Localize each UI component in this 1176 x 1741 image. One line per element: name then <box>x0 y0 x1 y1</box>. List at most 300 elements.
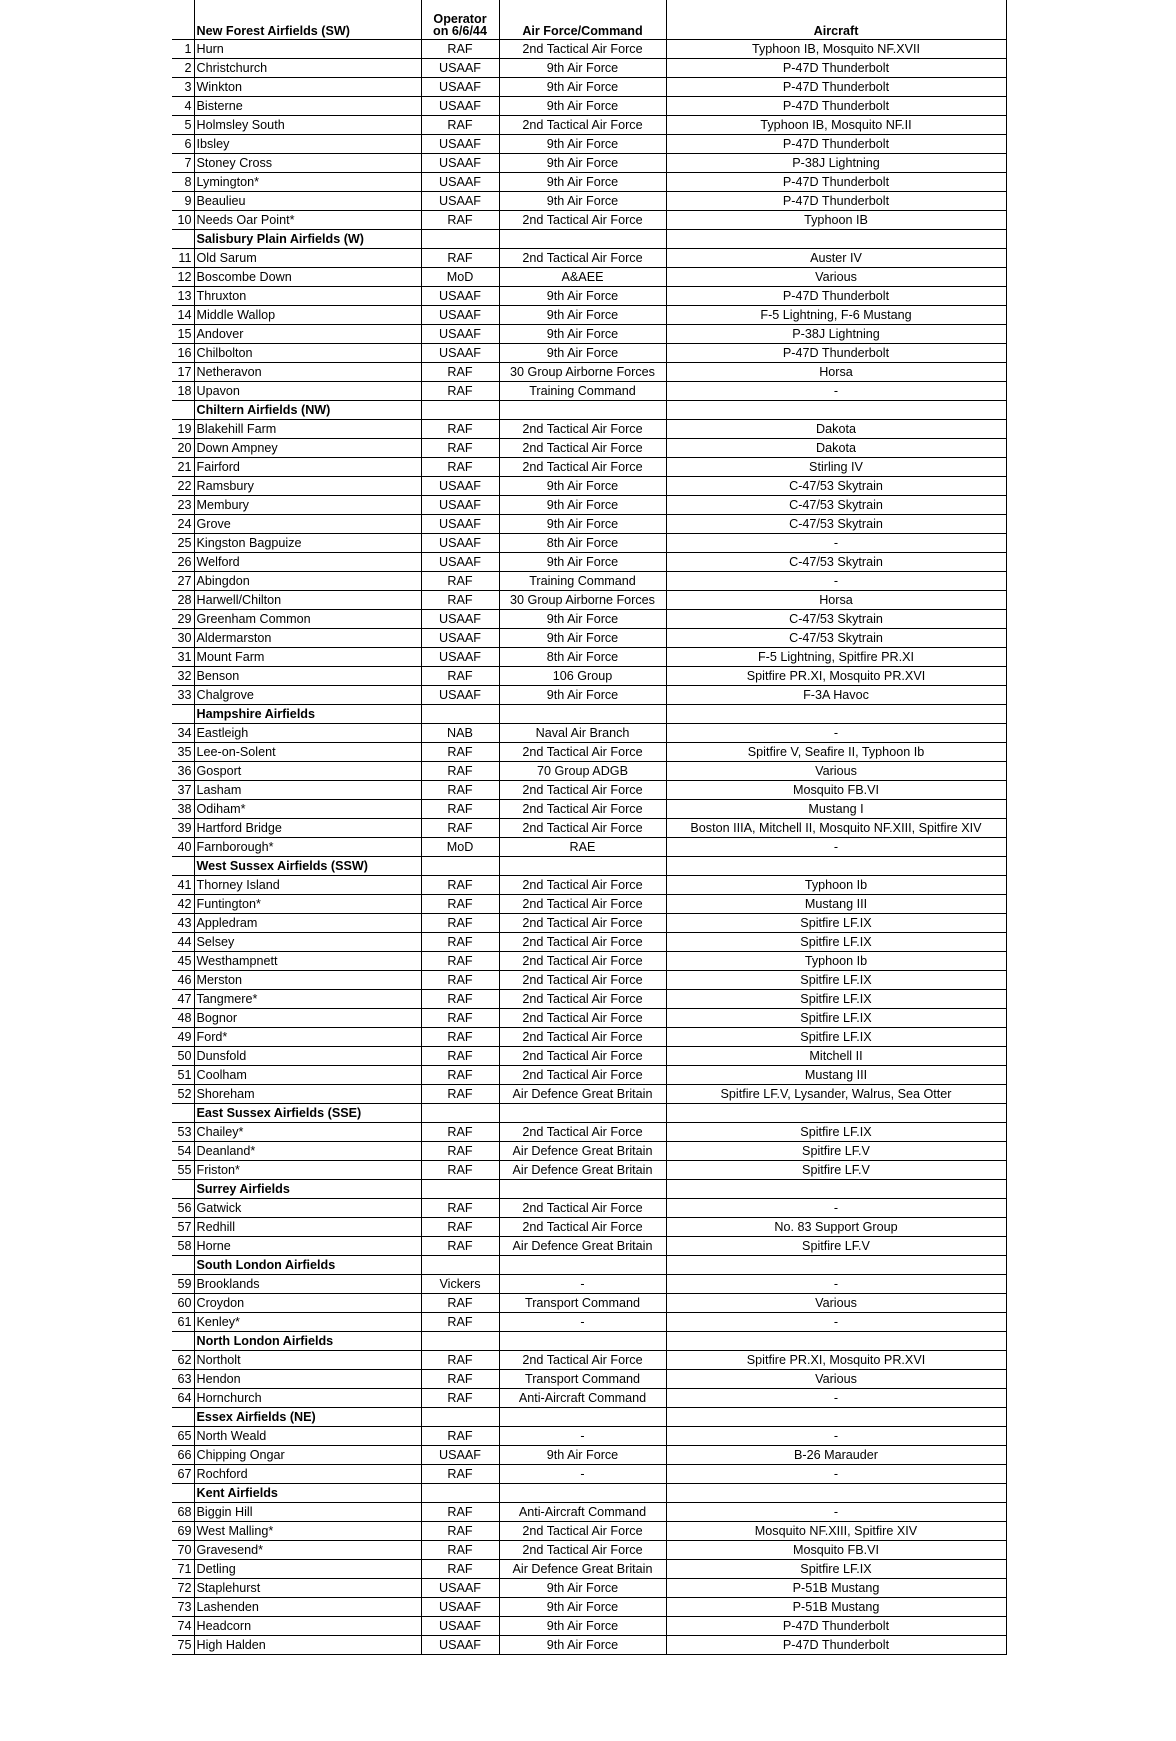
command-cell: 2nd Tactical Air Force <box>499 1123 666 1142</box>
aircraft-cell: Dakota <box>666 420 1006 439</box>
command-cell: - <box>499 1275 666 1294</box>
table-row <box>172 1142 1006 1161</box>
command-cell <box>499 230 666 249</box>
command-cell: 9th Air Force <box>499 1636 666 1655</box>
row-number: 44 <box>172 933 194 952</box>
table-row <box>172 515 1006 534</box>
airfield-name: Fairford <box>194 458 421 477</box>
airfield-name: Ford* <box>194 1028 421 1047</box>
command-cell: 2nd Tactical Air Force <box>499 40 666 59</box>
aircraft-cell: - <box>666 724 1006 743</box>
operator-cell: USAAF <box>421 287 499 306</box>
command-cell: 70 Group ADGB <box>499 762 666 781</box>
table-row <box>172 1218 1006 1237</box>
airfield-name: North Weald <box>194 1427 421 1446</box>
table-row <box>172 192 1006 211</box>
command-cell: Transport Command <box>499 1294 666 1313</box>
command-cell <box>499 705 666 724</box>
command-cell: 9th Air Force <box>499 97 666 116</box>
command-cell: 2nd Tactical Air Force <box>499 819 666 838</box>
aircraft-cell: Mustang I <box>666 800 1006 819</box>
operator-cell: RAF <box>421 249 499 268</box>
airfield-name: Funtington* <box>194 895 421 914</box>
airfield-name: Eastleigh <box>194 724 421 743</box>
table-row <box>172 268 1006 287</box>
aircraft-cell: C-47/53 Skytrain <box>666 477 1006 496</box>
row-number: 3 <box>172 78 194 97</box>
operator-cell: RAF <box>421 116 499 135</box>
table-row <box>172 211 1006 230</box>
operator-cell <box>421 230 499 249</box>
table-row <box>172 914 1006 933</box>
table-row <box>172 819 1006 838</box>
operator-cell: RAF <box>421 1028 499 1047</box>
airfield-name: Gatwick <box>194 1199 421 1218</box>
group-heading: Surrey Airfields <box>194 1180 421 1199</box>
table-row <box>172 572 1006 591</box>
table-row <box>172 1427 1006 1446</box>
table-row <box>172 781 1006 800</box>
operator-cell: RAF <box>421 819 499 838</box>
aircraft-cell: P-47D Thunderbolt <box>666 78 1006 97</box>
table-row <box>172 40 1006 59</box>
group-heading-row <box>172 401 1006 420</box>
aircraft-cell: - <box>666 1313 1006 1332</box>
airfield-name: Staplehurst <box>194 1579 421 1598</box>
table-row <box>172 97 1006 116</box>
group-heading: West Sussex Airfields (SSW) <box>194 857 421 876</box>
row-number <box>172 1104 194 1123</box>
table-row <box>172 667 1006 686</box>
row-number: 32 <box>172 667 194 686</box>
aircraft-cell <box>666 1256 1006 1275</box>
aircraft-cell: Spitfire LF.V <box>666 1142 1006 1161</box>
airfield-name: Hurn <box>194 40 421 59</box>
row-number <box>172 1484 194 1503</box>
group-heading-row <box>172 1104 1006 1123</box>
row-number: 40 <box>172 838 194 857</box>
aircraft-cell: Spitfire PR.XI, Mosquito PR.XVI <box>666 1351 1006 1370</box>
row-number: 29 <box>172 610 194 629</box>
row-number <box>172 230 194 249</box>
airfield-name: Selsey <box>194 933 421 952</box>
aircraft-cell <box>666 1408 1006 1427</box>
table-row <box>172 477 1006 496</box>
table-row <box>172 1275 1006 1294</box>
command-cell: - <box>499 1465 666 1484</box>
command-cell: 2nd Tactical Air Force <box>499 971 666 990</box>
row-number: 50 <box>172 1047 194 1066</box>
command-cell <box>499 1104 666 1123</box>
aircraft-cell: P-47D Thunderbolt <box>666 287 1006 306</box>
operator-cell: RAF <box>421 1313 499 1332</box>
aircraft-cell <box>666 705 1006 724</box>
group-heading-row <box>172 1484 1006 1503</box>
airfield-name: Lasham <box>194 781 421 800</box>
row-number: 14 <box>172 306 194 325</box>
airfield-name: Kenley* <box>194 1313 421 1332</box>
table-row <box>172 59 1006 78</box>
table-row <box>172 1294 1006 1313</box>
operator-cell: RAF <box>421 1047 499 1066</box>
group-heading: South London Airfields <box>194 1256 421 1275</box>
airfield-name: Welford <box>194 553 421 572</box>
table-row <box>172 135 1006 154</box>
airfield-name: Netheravon <box>194 363 421 382</box>
airfield-name: Hornchurch <box>194 1389 421 1408</box>
operator-cell: RAF <box>421 1541 499 1560</box>
command-cell: 2nd Tactical Air Force <box>499 420 666 439</box>
operator-cell: RAF <box>421 667 499 686</box>
aircraft-cell: Spitfire LF.V, Lysander, Walrus, Sea Otter <box>666 1085 1006 1104</box>
table-row <box>172 933 1006 952</box>
command-cell <box>499 1332 666 1351</box>
command-cell: 2nd Tactical Air Force <box>499 1351 666 1370</box>
operator-cell: RAF <box>421 458 499 477</box>
command-cell: 9th Air Force <box>499 1598 666 1617</box>
table-row <box>172 648 1006 667</box>
row-number: 72 <box>172 1579 194 1598</box>
aircraft-cell <box>666 857 1006 876</box>
command-cell: Air Defence Great Britain <box>499 1237 666 1256</box>
row-number: 15 <box>172 325 194 344</box>
table-row <box>172 629 1006 648</box>
aircraft-cell: - <box>666 1275 1006 1294</box>
airfield-name: Chalgrove <box>194 686 421 705</box>
command-cell: 9th Air Force <box>499 496 666 515</box>
operator-cell: RAF <box>421 781 499 800</box>
operator-cell: RAF <box>421 1009 499 1028</box>
airfield-name: Detling <box>194 1560 421 1579</box>
aircraft-cell: Spitfire LF.IX <box>666 971 1006 990</box>
airfield-name: High Halden <box>194 1636 421 1655</box>
airfield-name: Lee-on-Solent <box>194 743 421 762</box>
aircraft-cell <box>666 1484 1006 1503</box>
command-cell: 9th Air Force <box>499 192 666 211</box>
row-number: 41 <box>172 876 194 895</box>
airfield-name: Brooklands <box>194 1275 421 1294</box>
aircraft-cell: P-51B Mustang <box>666 1598 1006 1617</box>
command-cell <box>499 1180 666 1199</box>
header-operator-line2: on 6/6/44 <box>433 24 487 39</box>
command-cell: 9th Air Force <box>499 59 666 78</box>
command-cell: Air Defence Great Britain <box>499 1560 666 1579</box>
table-row <box>172 743 1006 762</box>
table-row <box>172 1370 1006 1389</box>
row-number: 37 <box>172 781 194 800</box>
row-number: 63 <box>172 1370 194 1389</box>
operator-cell: USAAF <box>421 97 499 116</box>
table-row <box>172 1161 1006 1180</box>
command-cell: 9th Air Force <box>499 344 666 363</box>
aircraft-cell: C-47/53 Skytrain <box>666 515 1006 534</box>
airfield-name: Greenham Common <box>194 610 421 629</box>
group-heading: North London Airfields <box>194 1332 421 1351</box>
airfield-name: Thorney Island <box>194 876 421 895</box>
operator-cell: RAF <box>421 743 499 762</box>
operator-cell: RAF <box>421 1142 499 1161</box>
operator-cell <box>421 401 499 420</box>
command-cell: 2nd Tactical Air Force <box>499 458 666 477</box>
command-cell: 2nd Tactical Air Force <box>499 895 666 914</box>
table-row <box>172 78 1006 97</box>
operator-cell: RAF <box>421 591 499 610</box>
command-cell: Training Command <box>499 572 666 591</box>
operator-cell <box>421 1332 499 1351</box>
group-heading: Essex Airfields (NE) <box>194 1408 421 1427</box>
aircraft-cell: Typhoon IB, Mosquito NF.XVII <box>666 40 1006 59</box>
airfield-name: Aldermarston <box>194 629 421 648</box>
command-cell: 2nd Tactical Air Force <box>499 952 666 971</box>
operator-cell: RAF <box>421 420 499 439</box>
airfield-name: Odiham* <box>194 800 421 819</box>
operator-cell: USAAF <box>421 1598 499 1617</box>
aircraft-cell: Typhoon Ib <box>666 876 1006 895</box>
operator-cell: USAAF <box>421 154 499 173</box>
operator-cell: RAF <box>421 439 499 458</box>
airfield-name: Blakehill Farm <box>194 420 421 439</box>
aircraft-cell: C-47/53 Skytrain <box>666 629 1006 648</box>
airfield-name: Grove <box>194 515 421 534</box>
command-cell: - <box>499 1427 666 1446</box>
table-row <box>172 306 1006 325</box>
row-number: 35 <box>172 743 194 762</box>
airfield-name: Christchurch <box>194 59 421 78</box>
row-number: 24 <box>172 515 194 534</box>
aircraft-cell: Mustang III <box>666 895 1006 914</box>
airfield-name: Benson <box>194 667 421 686</box>
aircraft-cell: - <box>666 1199 1006 1218</box>
row-number: 73 <box>172 1598 194 1617</box>
airfield-name: Westhampnett <box>194 952 421 971</box>
row-number: 11 <box>172 249 194 268</box>
table-row <box>172 952 1006 971</box>
command-cell: 9th Air Force <box>499 78 666 97</box>
row-number: 59 <box>172 1275 194 1294</box>
airfield-name: Stoney Cross <box>194 154 421 173</box>
table-row <box>172 1503 1006 1522</box>
table-row <box>172 1123 1006 1142</box>
airfield-name: Mount Farm <box>194 648 421 667</box>
command-cell: 2nd Tactical Air Force <box>499 743 666 762</box>
command-cell <box>499 1484 666 1503</box>
aircraft-cell: C-47/53 Skytrain <box>666 610 1006 629</box>
aircraft-cell: Spitfire LF.IX <box>666 933 1006 952</box>
aircraft-cell <box>666 1180 1006 1199</box>
row-number: 46 <box>172 971 194 990</box>
table-row <box>172 173 1006 192</box>
command-cell: 2nd Tactical Air Force <box>499 876 666 895</box>
row-number: 4 <box>172 97 194 116</box>
aircraft-cell: F-5 Lightning, F-6 Mustang <box>666 306 1006 325</box>
table-row <box>172 249 1006 268</box>
row-number: 12 <box>172 268 194 287</box>
aircraft-cell: Typhoon IB <box>666 211 1006 230</box>
group-heading: Kent Airfields <box>194 1484 421 1503</box>
table-row <box>172 420 1006 439</box>
row-number: 51 <box>172 1066 194 1085</box>
row-number: 66 <box>172 1446 194 1465</box>
airfield-name: Lashenden <box>194 1598 421 1617</box>
row-number: 23 <box>172 496 194 515</box>
row-number: 54 <box>172 1142 194 1161</box>
operator-cell: USAAF <box>421 534 499 553</box>
command-cell: 2nd Tactical Air Force <box>499 1028 666 1047</box>
table-row <box>172 686 1006 705</box>
aircraft-cell: Typhoon Ib <box>666 952 1006 971</box>
airfield-name: Hendon <box>194 1370 421 1389</box>
table-row <box>172 895 1006 914</box>
command-cell: 30 Group Airborne Forces <box>499 363 666 382</box>
command-cell: 9th Air Force <box>499 686 666 705</box>
airfield-name: Dunsfold <box>194 1047 421 1066</box>
airfield-name: Membury <box>194 496 421 515</box>
operator-cell: USAAF <box>421 59 499 78</box>
operator-cell: RAF <box>421 363 499 382</box>
row-number: 27 <box>172 572 194 591</box>
operator-cell: USAAF <box>421 135 499 154</box>
aircraft-cell: Mosquito FB.VI <box>666 1541 1006 1560</box>
row-number <box>172 705 194 724</box>
operator-cell <box>421 1484 499 1503</box>
operator-cell: RAF <box>421 1503 499 1522</box>
aircraft-cell: F-3A Havoc <box>666 686 1006 705</box>
row-number: 28 <box>172 591 194 610</box>
table-row <box>172 1617 1006 1636</box>
table-row <box>172 1560 1006 1579</box>
operator-cell: RAF <box>421 1522 499 1541</box>
command-cell: 30 Group Airborne Forces <box>499 591 666 610</box>
airfield-name: Winkton <box>194 78 421 97</box>
command-cell: 2nd Tactical Air Force <box>499 116 666 135</box>
command-cell: 9th Air Force <box>499 325 666 344</box>
command-cell: 2nd Tactical Air Force <box>499 1218 666 1237</box>
table-row <box>172 1598 1006 1617</box>
table-row <box>172 1541 1006 1560</box>
table-row <box>172 1085 1006 1104</box>
operator-cell: RAF <box>421 1294 499 1313</box>
operator-cell: RAF <box>421 1161 499 1180</box>
aircraft-cell: B-26 Marauder <box>666 1446 1006 1465</box>
row-number: 19 <box>172 420 194 439</box>
operator-cell: USAAF <box>421 515 499 534</box>
aircraft-cell: Horsa <box>666 363 1006 382</box>
airfield-name: Farnborough* <box>194 838 421 857</box>
operator-cell: RAF <box>421 1237 499 1256</box>
airfield-name: Rochford <box>194 1465 421 1484</box>
command-cell: 2nd Tactical Air Force <box>499 1066 666 1085</box>
aircraft-cell: Spitfire LF.IX <box>666 914 1006 933</box>
aircraft-cell: - <box>666 1465 1006 1484</box>
row-number: 61 <box>172 1313 194 1332</box>
command-cell: 9th Air Force <box>499 1617 666 1636</box>
row-number <box>172 1180 194 1199</box>
table-row <box>172 363 1006 382</box>
command-cell: 9th Air Force <box>499 306 666 325</box>
aircraft-cell: Spitfire V, Seafire II, Typhoon Ib <box>666 743 1006 762</box>
aircraft-cell: Spitfire LF.V <box>666 1237 1006 1256</box>
aircraft-cell: Spitfire LF.IX <box>666 1028 1006 1047</box>
table-row <box>172 154 1006 173</box>
table-row <box>172 971 1006 990</box>
row-number: 1 <box>172 40 194 59</box>
table-row <box>172 990 1006 1009</box>
aircraft-cell: - <box>666 572 1006 591</box>
command-cell <box>499 1256 666 1275</box>
operator-cell: USAAF <box>421 629 499 648</box>
operator-cell <box>421 1256 499 1275</box>
airfield-name: Croydon <box>194 1294 421 1313</box>
operator-cell: USAAF <box>421 192 499 211</box>
aircraft-cell: Spitfire LF.IX <box>666 1123 1006 1142</box>
aircraft-cell: P-38J Lightning <box>666 154 1006 173</box>
command-cell: Air Defence Great Britain <box>499 1142 666 1161</box>
row-number: 64 <box>172 1389 194 1408</box>
row-number: 70 <box>172 1541 194 1560</box>
row-number: 71 <box>172 1560 194 1579</box>
aircraft-cell: Mosquito FB.VI <box>666 781 1006 800</box>
airfield-name: Abingdon <box>194 572 421 591</box>
command-cell: 9th Air Force <box>499 515 666 534</box>
table-row <box>172 553 1006 572</box>
command-cell: 8th Air Force <box>499 534 666 553</box>
table-row <box>172 1446 1006 1465</box>
header-airfield: New Forest Airfields (SW) <box>194 0 421 40</box>
table-row <box>172 1066 1006 1085</box>
aircraft-cell: P-47D Thunderbolt <box>666 97 1006 116</box>
command-cell: 9th Air Force <box>499 1446 666 1465</box>
command-cell: 9th Air Force <box>499 610 666 629</box>
operator-cell: RAF <box>421 382 499 401</box>
command-cell: Anti-Aircraft Command <box>499 1503 666 1522</box>
table-row <box>172 1009 1006 1028</box>
aircraft-cell: Various <box>666 762 1006 781</box>
table-row <box>172 344 1006 363</box>
command-cell: 9th Air Force <box>499 629 666 648</box>
aircraft-cell: No. 83 Support Group <box>666 1218 1006 1237</box>
command-cell: Transport Command <box>499 1370 666 1389</box>
header-row <box>172 0 1006 40</box>
airfield-name: Holmsley South <box>194 116 421 135</box>
airfield-name: Tangmere* <box>194 990 421 1009</box>
aircraft-cell: - <box>666 1503 1006 1522</box>
table-row <box>172 325 1006 344</box>
aircraft-cell: Stirling IV <box>666 458 1006 477</box>
aircraft-cell: Mustang III <box>666 1066 1006 1085</box>
table-row <box>172 439 1006 458</box>
row-number: 33 <box>172 686 194 705</box>
table-row <box>172 1199 1006 1218</box>
command-cell <box>499 401 666 420</box>
command-cell: 2nd Tactical Air Force <box>499 914 666 933</box>
operator-cell <box>421 1408 499 1427</box>
aircraft-cell: Spitfire PR.XI, Mosquito PR.XVI <box>666 667 1006 686</box>
airfield-name: Merston <box>194 971 421 990</box>
operator-cell: RAF <box>421 762 499 781</box>
aircraft-cell: P-47D Thunderbolt <box>666 1636 1006 1655</box>
command-cell: A&AEE <box>499 268 666 287</box>
operator-cell: USAAF <box>421 477 499 496</box>
table-row <box>172 1028 1006 1047</box>
aircraft-cell: P-47D Thunderbolt <box>666 59 1006 78</box>
operator-cell: RAF <box>421 40 499 59</box>
aircraft-cell: Spitfire LF.IX <box>666 1009 1006 1028</box>
aircraft-cell: Auster IV <box>666 249 1006 268</box>
aircraft-cell: - <box>666 382 1006 401</box>
airfield-name: Biggin Hill <box>194 1503 421 1522</box>
row-number: 10 <box>172 211 194 230</box>
row-number <box>172 1332 194 1351</box>
